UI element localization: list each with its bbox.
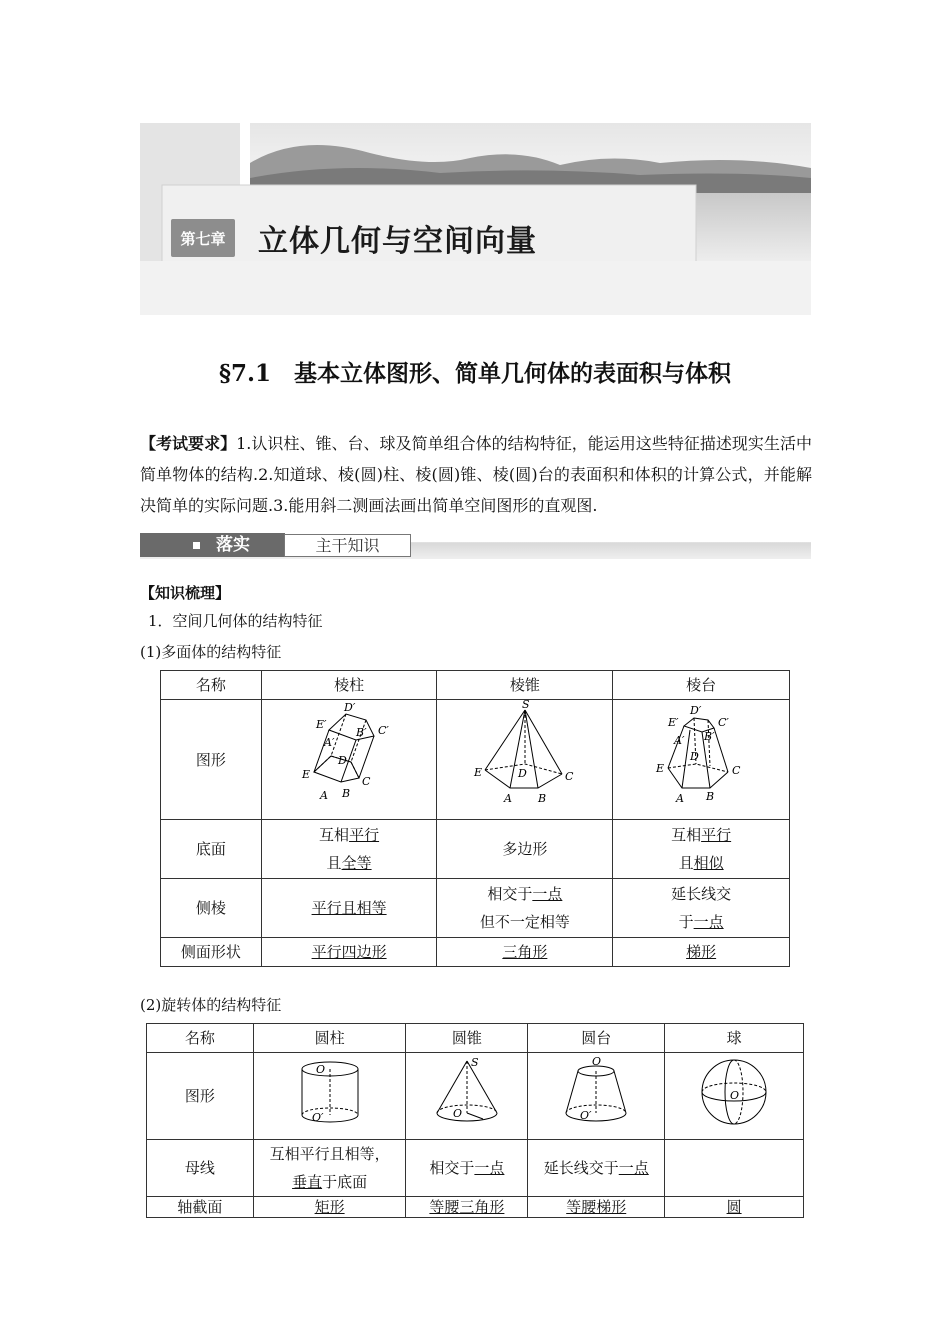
header-cell: 棱台 bbox=[613, 671, 790, 700]
cell-text: 互相 bbox=[671, 826, 702, 844]
table-cell bbox=[261, 820, 437, 879]
table-cell bbox=[437, 879, 613, 938]
cell-text: 平行 bbox=[701, 826, 732, 844]
knowledge-item: 1．空间几何体的结构特征 bbox=[148, 612, 323, 630]
cell-text: 梯形 bbox=[686, 943, 717, 961]
cylinder-figure-cell bbox=[253, 1053, 406, 1140]
center-label: O bbox=[315, 1062, 325, 1076]
row-label: 母线 bbox=[147, 1140, 254, 1197]
table-row bbox=[147, 1140, 804, 1197]
table-cell bbox=[437, 938, 613, 967]
header-cell: 棱柱 bbox=[261, 671, 437, 700]
frustum-cone-figure bbox=[556, 1055, 636, 1129]
pyramid-figure bbox=[470, 700, 580, 810]
cell-text: 垂直 bbox=[292, 1173, 323, 1191]
knowledge-heading: 【知识梳理】 bbox=[140, 584, 231, 602]
frustum-cone-figure-cell bbox=[528, 1053, 665, 1140]
cell-text: 延长线交 bbox=[671, 885, 732, 903]
table-cell bbox=[253, 1140, 406, 1197]
vertex-label: B′ bbox=[356, 726, 367, 739]
center-label: O′ bbox=[311, 1110, 324, 1124]
table-cell bbox=[261, 938, 437, 967]
vertex-label: C bbox=[362, 775, 371, 788]
table-cell bbox=[528, 1197, 665, 1218]
chapter-tag: 第七章 bbox=[171, 219, 235, 257]
table-cell bbox=[613, 879, 790, 938]
table-cell bbox=[528, 1140, 665, 1197]
prism-figure-cell bbox=[261, 700, 437, 820]
row-label: 轴截面 bbox=[147, 1197, 254, 1218]
section-bar-dark bbox=[140, 533, 285, 557]
vertex-label: E bbox=[302, 768, 311, 781]
cone-figure-cell bbox=[406, 1053, 528, 1140]
vertex-label: E′ bbox=[668, 716, 679, 729]
cell-text: 圆 bbox=[726, 1198, 742, 1216]
cell-text: 一点 bbox=[618, 1159, 649, 1177]
table-cell bbox=[613, 938, 790, 967]
cell-text: 互相 bbox=[319, 826, 350, 844]
vertex-label: A bbox=[503, 792, 512, 805]
cell-text: 且 bbox=[678, 854, 694, 872]
cone-figure bbox=[427, 1055, 507, 1129]
header-cell: 球 bbox=[665, 1024, 804, 1053]
row-label: 底面 bbox=[161, 820, 262, 879]
cell-text: 相交于 bbox=[487, 885, 533, 903]
cell-text: 全等 bbox=[341, 854, 372, 872]
pyramid-figure-cell bbox=[437, 700, 613, 820]
cell-text: 相交于 bbox=[429, 1159, 475, 1177]
vertex-label: C bbox=[732, 764, 741, 777]
cell-text: 等腰三角形 bbox=[429, 1198, 505, 1216]
row-label: 图形 bbox=[147, 1053, 254, 1140]
cell-text: 一点 bbox=[532, 885, 563, 903]
cell-text: 平行且相等 bbox=[311, 899, 387, 917]
vertex-label: B bbox=[537, 792, 546, 805]
vertex-label: C bbox=[564, 770, 574, 783]
table-row bbox=[161, 671, 790, 700]
vertex-label: B′ bbox=[704, 730, 715, 743]
frustum-figure-cell bbox=[613, 700, 790, 820]
square-bullet-icon bbox=[193, 542, 200, 549]
header-cell: 圆锥 bbox=[406, 1024, 528, 1053]
polyhedra-table bbox=[160, 670, 790, 967]
section-bar-label: 落实 bbox=[216, 535, 250, 555]
vertex-label: A bbox=[320, 789, 329, 802]
cell-text: 平行四边形 bbox=[311, 943, 387, 961]
cell-text: 延长线交于 bbox=[543, 1159, 619, 1177]
vertex-label: A bbox=[676, 792, 685, 805]
table-row bbox=[147, 1197, 804, 1218]
solids-of-revolution-table bbox=[146, 1023, 804, 1218]
exam-requirements bbox=[140, 428, 812, 521]
cell-text: 等腰梯形 bbox=[566, 1198, 627, 1216]
header-cell: 名称 bbox=[147, 1024, 254, 1053]
sphere-figure bbox=[694, 1055, 774, 1129]
cylinder-figure bbox=[290, 1055, 370, 1129]
cell-text: 相似 bbox=[693, 854, 724, 872]
cell-text: 一点 bbox=[693, 913, 724, 931]
header-cell: 圆柱 bbox=[253, 1024, 406, 1053]
vertex-label: S bbox=[521, 700, 530, 711]
vertex-label: D bbox=[517, 767, 527, 780]
prism-figure bbox=[294, 700, 404, 810]
vertex-label: S bbox=[470, 1055, 479, 1069]
table-row bbox=[161, 820, 790, 879]
vertex-label: D′ bbox=[344, 701, 356, 714]
vertex-label: D′ bbox=[690, 704, 702, 717]
table-cell bbox=[665, 1140, 804, 1197]
cell-text: 且 bbox=[326, 854, 342, 872]
vertex-label: C′ bbox=[718, 716, 730, 729]
table-row bbox=[147, 1024, 804, 1053]
header-cell: 名称 bbox=[161, 671, 262, 700]
vertex-label: D bbox=[690, 750, 699, 763]
vertex-label: E′ bbox=[316, 718, 327, 731]
table-cell bbox=[406, 1197, 528, 1218]
header-cell: 圆台 bbox=[528, 1024, 665, 1053]
row-label: 侧面形状 bbox=[161, 938, 262, 967]
cell-text: 三角形 bbox=[502, 943, 548, 961]
table-cell bbox=[406, 1140, 528, 1197]
row-label: 侧棱 bbox=[161, 879, 262, 938]
center-label: O bbox=[592, 1054, 602, 1068]
chapter-title: 立体几何与空间向量 bbox=[258, 224, 537, 259]
center-label: O bbox=[452, 1106, 462, 1120]
vertex-label: A′ bbox=[324, 736, 335, 749]
table-row bbox=[161, 700, 790, 820]
center-label: O′ bbox=[580, 1108, 592, 1122]
vertex-label: E bbox=[473, 766, 482, 779]
cell-text: 但不一定相等 bbox=[479, 913, 570, 931]
center-label: O bbox=[730, 1088, 740, 1102]
table-cell bbox=[253, 1197, 406, 1218]
table-cell bbox=[665, 1197, 804, 1218]
header-cell: 棱锥 bbox=[437, 671, 613, 700]
row-label: 图形 bbox=[161, 700, 262, 820]
vertex-label: B bbox=[706, 790, 715, 803]
subsection-revolution: (2)旋转体的结构特征 bbox=[140, 996, 282, 1014]
vertex-label: A′ bbox=[674, 734, 685, 747]
table-cell: 多边形 bbox=[437, 820, 613, 879]
section-bar-box: 主干知识 bbox=[284, 534, 411, 557]
table-cell bbox=[261, 879, 437, 938]
cell-text: 于底面 bbox=[322, 1173, 368, 1191]
table-row bbox=[161, 879, 790, 938]
section-title: §7.1 基本立体图形、简单几何体的表面积与体积 bbox=[218, 360, 732, 387]
cell-text: 平行 bbox=[349, 826, 380, 844]
table-cell bbox=[613, 820, 790, 879]
vertex-label: E bbox=[656, 762, 665, 775]
table-row bbox=[147, 1053, 804, 1140]
vertex-label: B bbox=[342, 787, 351, 800]
requirements-label: 【考试要求】 bbox=[140, 434, 237, 453]
subsection-polyhedra: (1)多面体的结构特征 bbox=[140, 643, 282, 661]
table-row bbox=[161, 938, 790, 967]
cell-text: 矩形 bbox=[314, 1198, 345, 1216]
sphere-figure-cell bbox=[665, 1053, 804, 1140]
vertex-label: D bbox=[338, 754, 347, 767]
requirements-text: 1.认识柱、锥、台、球及简单组合体的结构特征，能运用这些特征描述现实生活中简单物体的结构.2.知道球、棱(圆)柱、棱(圆)锥、棱(圆)台的表面积和体积的计算公式，并能解决简单的实际问题.3.能用斜二测画法画出简单空间图形的直观图. bbox=[140, 434, 812, 515]
vertex-label: C′ bbox=[378, 724, 389, 737]
cell-text: 一点 bbox=[474, 1159, 505, 1177]
frustum-figure bbox=[646, 700, 756, 810]
cell-text: 于 bbox=[678, 913, 694, 931]
cell-text: 互相平行且相等， bbox=[269, 1145, 390, 1163]
